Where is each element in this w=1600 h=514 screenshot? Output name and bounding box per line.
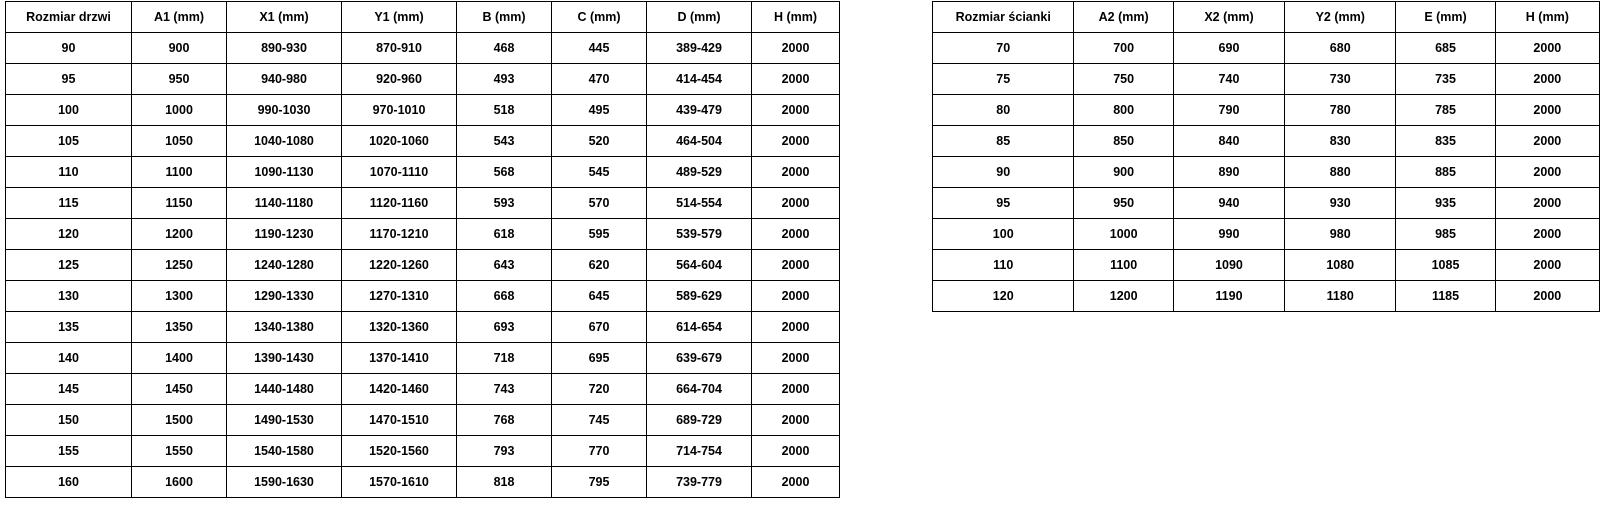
table-row bbox=[6, 405, 840, 436]
cell-e: 1085 bbox=[1396, 250, 1495, 281]
column-header-a1: A1 (mm) bbox=[132, 2, 227, 33]
cell-y1: 1020-1060 bbox=[342, 126, 457, 157]
cell-e: 785 bbox=[1396, 95, 1495, 126]
table-header-row bbox=[6, 2, 840, 33]
cell-y1: 1120-1160 bbox=[342, 188, 457, 219]
column-header-c: C (mm) bbox=[552, 2, 647, 33]
table-row bbox=[6, 157, 840, 188]
cell-y2: 780 bbox=[1285, 95, 1396, 126]
cell-e: 835 bbox=[1396, 126, 1495, 157]
cell-d: 664-704 bbox=[647, 374, 752, 405]
column-header-y2: Y2 (mm) bbox=[1285, 2, 1396, 33]
cell-b: 668 bbox=[457, 281, 552, 312]
cell-h: 2000 bbox=[752, 467, 840, 498]
cell-rozmiar-drzwi: 150 bbox=[6, 405, 132, 436]
cell-c: 795 bbox=[552, 467, 647, 498]
table-row bbox=[6, 312, 840, 343]
cell-x2: 940 bbox=[1173, 188, 1284, 219]
column-header-h: H (mm) bbox=[1495, 2, 1599, 33]
cell-a2: 850 bbox=[1074, 126, 1173, 157]
cell-d: 539-579 bbox=[647, 219, 752, 250]
cell-e: 735 bbox=[1396, 64, 1495, 95]
table-row bbox=[933, 126, 1600, 157]
cell-x2: 790 bbox=[1173, 95, 1284, 126]
cell-h: 2000 bbox=[1495, 188, 1599, 219]
table-row bbox=[6, 250, 840, 281]
door-sizes-table bbox=[5, 1, 840, 498]
cell-a2: 900 bbox=[1074, 157, 1173, 188]
cell-h: 2000 bbox=[1495, 95, 1599, 126]
cell-rozmiar-drzwi: 125 bbox=[6, 250, 132, 281]
cell-x1: 940-980 bbox=[227, 64, 342, 95]
cell-a1: 1000 bbox=[132, 95, 227, 126]
cell-b: 693 bbox=[457, 312, 552, 343]
cell-y2: 880 bbox=[1285, 157, 1396, 188]
cell-a2: 700 bbox=[1074, 33, 1173, 64]
cell-h: 2000 bbox=[1495, 64, 1599, 95]
cell-rozmiar-drzwi: 130 bbox=[6, 281, 132, 312]
cell-c: 595 bbox=[552, 219, 647, 250]
cell-y2: 1080 bbox=[1285, 250, 1396, 281]
cell-a1: 1550 bbox=[132, 436, 227, 467]
cell-x1: 1340-1380 bbox=[227, 312, 342, 343]
cell-b: 793 bbox=[457, 436, 552, 467]
cell-x1: 990-1030 bbox=[227, 95, 342, 126]
cell-c: 770 bbox=[552, 436, 647, 467]
table-row bbox=[6, 281, 840, 312]
cell-b: 743 bbox=[457, 374, 552, 405]
cell-d: 564-604 bbox=[647, 250, 752, 281]
cell-x1: 890-930 bbox=[227, 33, 342, 64]
cell-rozmiar-drzwi: 145 bbox=[6, 374, 132, 405]
cell-y2: 1180 bbox=[1285, 281, 1396, 312]
cell-rozmiar-scianki: 90 bbox=[933, 157, 1074, 188]
cell-b: 818 bbox=[457, 467, 552, 498]
cell-c: 570 bbox=[552, 188, 647, 219]
column-header-d: D (mm) bbox=[647, 2, 752, 33]
cell-a1: 950 bbox=[132, 64, 227, 95]
cell-h: 2000 bbox=[752, 64, 840, 95]
table-row bbox=[6, 374, 840, 405]
column-header-x1: X1 (mm) bbox=[227, 2, 342, 33]
cell-rozmiar-scianki: 100 bbox=[933, 219, 1074, 250]
table-row bbox=[6, 436, 840, 467]
cell-a1: 1350 bbox=[132, 312, 227, 343]
table-row bbox=[933, 188, 1600, 219]
cell-rozmiar-scianki: 120 bbox=[933, 281, 1074, 312]
cell-a2: 800 bbox=[1074, 95, 1173, 126]
cell-a1: 1100 bbox=[132, 157, 227, 188]
cell-c: 695 bbox=[552, 343, 647, 374]
cell-rozmiar-scianki: 80 bbox=[933, 95, 1074, 126]
cell-h: 2000 bbox=[1495, 281, 1599, 312]
cell-x1: 1390-1430 bbox=[227, 343, 342, 374]
cell-y1: 1570-1610 bbox=[342, 467, 457, 498]
cell-rozmiar-drzwi: 135 bbox=[6, 312, 132, 343]
cell-d: 614-654 bbox=[647, 312, 752, 343]
wall-sizes-table-container bbox=[932, 1, 1600, 312]
table-row bbox=[933, 219, 1600, 250]
cell-a1: 900 bbox=[132, 33, 227, 64]
cell-x1: 1140-1180 bbox=[227, 188, 342, 219]
cell-x1: 1240-1280 bbox=[227, 250, 342, 281]
cell-h: 2000 bbox=[1495, 126, 1599, 157]
cell-b: 518 bbox=[457, 95, 552, 126]
cell-d: 714-754 bbox=[647, 436, 752, 467]
cell-y1: 1420-1460 bbox=[342, 374, 457, 405]
cell-x1: 1490-1530 bbox=[227, 405, 342, 436]
cell-y1: 1370-1410 bbox=[342, 343, 457, 374]
cell-rozmiar-drzwi: 140 bbox=[6, 343, 132, 374]
cell-y2: 930 bbox=[1285, 188, 1396, 219]
cell-c: 445 bbox=[552, 33, 647, 64]
column-header-b: B (mm) bbox=[457, 2, 552, 33]
cell-c: 720 bbox=[552, 374, 647, 405]
cell-b: 468 bbox=[457, 33, 552, 64]
table-row bbox=[6, 64, 840, 95]
cell-y1: 1270-1310 bbox=[342, 281, 457, 312]
cell-rozmiar-scianki: 85 bbox=[933, 126, 1074, 157]
cell-a2: 950 bbox=[1074, 188, 1173, 219]
table-row bbox=[6, 467, 840, 498]
cell-rozmiar-drzwi: 155 bbox=[6, 436, 132, 467]
cell-c: 745 bbox=[552, 405, 647, 436]
cell-a2: 1100 bbox=[1074, 250, 1173, 281]
cell-a1: 1500 bbox=[132, 405, 227, 436]
cell-c: 545 bbox=[552, 157, 647, 188]
cell-a1: 1200 bbox=[132, 219, 227, 250]
cell-rozmiar-scianki: 110 bbox=[933, 250, 1074, 281]
cell-rozmiar-scianki: 70 bbox=[933, 33, 1074, 64]
cell-x2: 890 bbox=[1173, 157, 1284, 188]
cell-d: 464-504 bbox=[647, 126, 752, 157]
cell-h: 2000 bbox=[752, 33, 840, 64]
cell-h: 2000 bbox=[752, 188, 840, 219]
cell-rozmiar-drzwi: 95 bbox=[6, 64, 132, 95]
cell-rozmiar-drzwi: 100 bbox=[6, 95, 132, 126]
cell-rozmiar-scianki: 95 bbox=[933, 188, 1074, 219]
table-row bbox=[6, 126, 840, 157]
cell-x1: 1590-1630 bbox=[227, 467, 342, 498]
cell-a1: 1600 bbox=[132, 467, 227, 498]
cell-x2: 1190 bbox=[1173, 281, 1284, 312]
table-row bbox=[933, 250, 1600, 281]
cell-x1: 1040-1080 bbox=[227, 126, 342, 157]
cell-rozmiar-drzwi: 160 bbox=[6, 467, 132, 498]
cell-x1: 1440-1480 bbox=[227, 374, 342, 405]
cell-rozmiar-drzwi: 90 bbox=[6, 33, 132, 64]
cell-h: 2000 bbox=[752, 95, 840, 126]
cell-d: 489-529 bbox=[647, 157, 752, 188]
cell-d: 589-629 bbox=[647, 281, 752, 312]
table-row bbox=[933, 64, 1600, 95]
cell-d: 414-454 bbox=[647, 64, 752, 95]
cell-a1: 1450 bbox=[132, 374, 227, 405]
cell-x1: 1290-1330 bbox=[227, 281, 342, 312]
cell-h: 2000 bbox=[1495, 219, 1599, 250]
wall-sizes-table-body bbox=[933, 33, 1600, 312]
cell-h: 2000 bbox=[752, 312, 840, 343]
cell-b: 568 bbox=[457, 157, 552, 188]
column-header-h: H (mm) bbox=[752, 2, 840, 33]
door-sizes-table-head bbox=[6, 2, 840, 33]
cell-x1: 1090-1130 bbox=[227, 157, 342, 188]
table-row bbox=[6, 219, 840, 250]
cell-x2: 1090 bbox=[1173, 250, 1284, 281]
cell-rozmiar-drzwi: 110 bbox=[6, 157, 132, 188]
cell-h: 2000 bbox=[752, 126, 840, 157]
cell-a2: 1000 bbox=[1074, 219, 1173, 250]
table-row bbox=[6, 95, 840, 126]
door-sizes-table-body bbox=[6, 33, 840, 498]
cell-rozmiar-drzwi: 115 bbox=[6, 188, 132, 219]
cell-b: 718 bbox=[457, 343, 552, 374]
table-row bbox=[933, 95, 1600, 126]
cell-h: 2000 bbox=[752, 436, 840, 467]
column-header-a2: A2 (mm) bbox=[1074, 2, 1173, 33]
cell-b: 543 bbox=[457, 126, 552, 157]
cell-x2: 990 bbox=[1173, 219, 1284, 250]
cell-y1: 920-960 bbox=[342, 64, 457, 95]
cell-y1: 1220-1260 bbox=[342, 250, 457, 281]
table-row bbox=[933, 281, 1600, 312]
cell-x2: 690 bbox=[1173, 33, 1284, 64]
cell-e: 1185 bbox=[1396, 281, 1495, 312]
cell-h: 2000 bbox=[1495, 33, 1599, 64]
cell-c: 620 bbox=[552, 250, 647, 281]
table-row bbox=[6, 343, 840, 374]
door-sizes-table-container bbox=[5, 1, 840, 498]
cell-b: 618 bbox=[457, 219, 552, 250]
column-header-x2: X2 (mm) bbox=[1173, 2, 1284, 33]
column-header-rozmiar-drzwi: Rozmiar drzwi bbox=[6, 2, 132, 33]
cell-c: 645 bbox=[552, 281, 647, 312]
cell-b: 643 bbox=[457, 250, 552, 281]
cell-x1: 1190-1230 bbox=[227, 219, 342, 250]
cell-y1: 1470-1510 bbox=[342, 405, 457, 436]
cell-c: 470 bbox=[552, 64, 647, 95]
cell-y1: 1170-1210 bbox=[342, 219, 457, 250]
cell-y1: 1520-1560 bbox=[342, 436, 457, 467]
table-row bbox=[6, 33, 840, 64]
cell-d: 689-729 bbox=[647, 405, 752, 436]
cell-rozmiar-scianki: 75 bbox=[933, 64, 1074, 95]
cell-h: 2000 bbox=[752, 374, 840, 405]
cell-x2: 840 bbox=[1173, 126, 1284, 157]
cell-h: 2000 bbox=[752, 343, 840, 374]
cell-e: 935 bbox=[1396, 188, 1495, 219]
cell-a2: 1200 bbox=[1074, 281, 1173, 312]
cell-y1: 870-910 bbox=[342, 33, 457, 64]
cell-e: 685 bbox=[1396, 33, 1495, 64]
cell-c: 670 bbox=[552, 312, 647, 343]
cell-a1: 1400 bbox=[132, 343, 227, 374]
cell-a2: 750 bbox=[1074, 64, 1173, 95]
cell-d: 389-429 bbox=[647, 33, 752, 64]
wall-sizes-table bbox=[932, 1, 1600, 312]
table-row bbox=[6, 188, 840, 219]
table-row bbox=[933, 157, 1600, 188]
cell-h: 2000 bbox=[1495, 157, 1599, 188]
cell-b: 768 bbox=[457, 405, 552, 436]
cell-h: 2000 bbox=[752, 250, 840, 281]
cell-c: 520 bbox=[552, 126, 647, 157]
cell-rozmiar-drzwi: 105 bbox=[6, 126, 132, 157]
cell-b: 493 bbox=[457, 64, 552, 95]
wall-sizes-table-head bbox=[933, 2, 1600, 33]
cell-c: 495 bbox=[552, 95, 647, 126]
column-header-y1: Y1 (mm) bbox=[342, 2, 457, 33]
cell-d: 739-779 bbox=[647, 467, 752, 498]
cell-a1: 1250 bbox=[132, 250, 227, 281]
cell-d: 514-554 bbox=[647, 188, 752, 219]
cell-y2: 980 bbox=[1285, 219, 1396, 250]
table-row bbox=[933, 33, 1600, 64]
cell-y2: 830 bbox=[1285, 126, 1396, 157]
cell-d: 439-479 bbox=[647, 95, 752, 126]
cell-h: 2000 bbox=[752, 219, 840, 250]
cell-rozmiar-drzwi: 120 bbox=[6, 219, 132, 250]
cell-y2: 680 bbox=[1285, 33, 1396, 64]
column-header-e: E (mm) bbox=[1396, 2, 1495, 33]
cell-d: 639-679 bbox=[647, 343, 752, 374]
cell-a1: 1150 bbox=[132, 188, 227, 219]
column-header-rozmiar-scianki: Rozmiar ścianki bbox=[933, 2, 1074, 33]
cell-h: 2000 bbox=[752, 157, 840, 188]
cell-e: 985 bbox=[1396, 219, 1495, 250]
cell-y1: 1070-1110 bbox=[342, 157, 457, 188]
cell-x1: 1540-1580 bbox=[227, 436, 342, 467]
cell-h: 2000 bbox=[1495, 250, 1599, 281]
cell-y2: 730 bbox=[1285, 64, 1396, 95]
cell-y1: 1320-1360 bbox=[342, 312, 457, 343]
cell-a1: 1300 bbox=[132, 281, 227, 312]
cell-a1: 1050 bbox=[132, 126, 227, 157]
cell-h: 2000 bbox=[752, 281, 840, 312]
cell-x2: 740 bbox=[1173, 64, 1284, 95]
table-header-row bbox=[933, 2, 1600, 33]
cell-b: 593 bbox=[457, 188, 552, 219]
cell-y1: 970-1010 bbox=[342, 95, 457, 126]
cell-h: 2000 bbox=[752, 405, 840, 436]
cell-e: 885 bbox=[1396, 157, 1495, 188]
